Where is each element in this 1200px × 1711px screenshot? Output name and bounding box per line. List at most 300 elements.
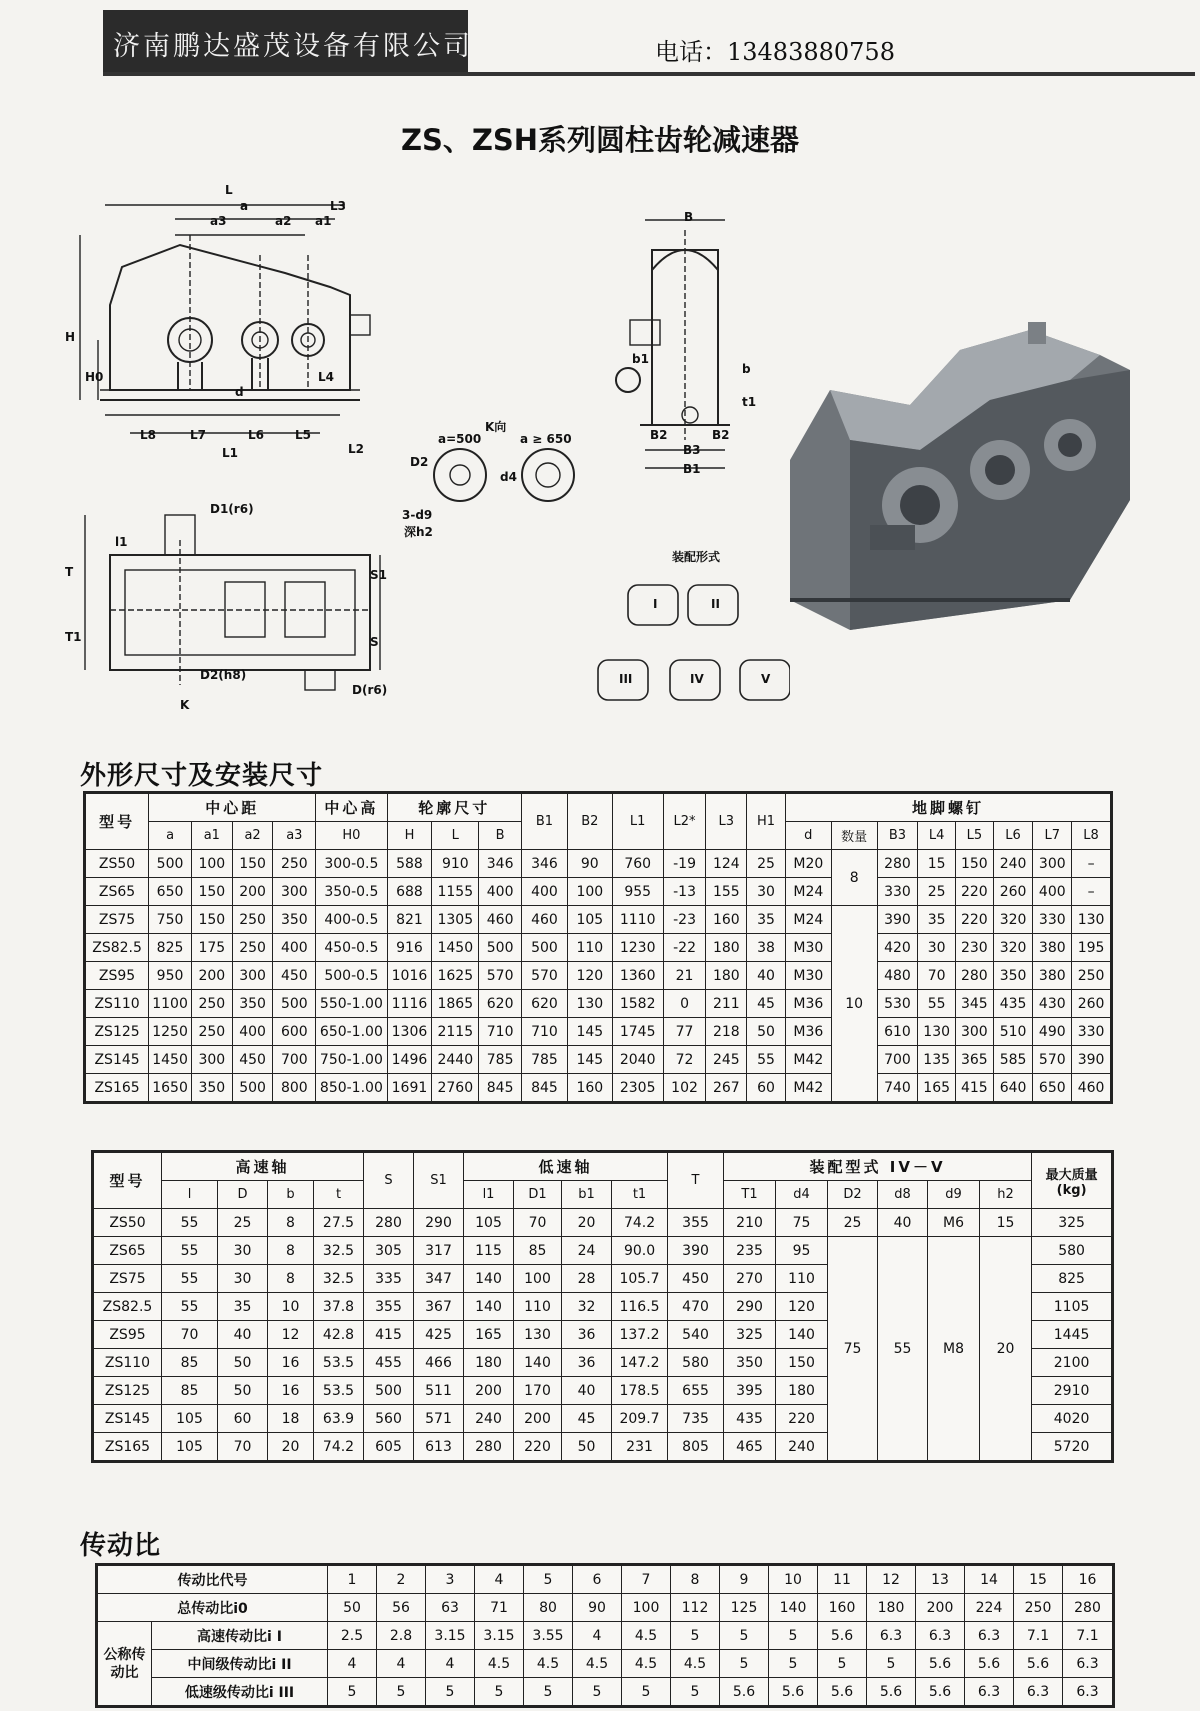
ratio-value-cell: 3.55 xyxy=(524,1622,573,1650)
value-cell: 450-0.5 xyxy=(316,934,387,962)
value-cell: 135 xyxy=(918,1046,956,1074)
value-cell: -19 xyxy=(663,850,706,878)
value-cell: 20 xyxy=(562,1209,612,1237)
value-cell: 16 xyxy=(268,1349,314,1377)
value-cell: 500 xyxy=(479,934,522,962)
value-cell: 110 xyxy=(776,1265,828,1293)
table-row xyxy=(86,1018,1111,1046)
bolt-count-cell: 10 xyxy=(831,906,877,1102)
value-cell: 466 xyxy=(414,1349,464,1377)
value-cell: 2115 xyxy=(432,1018,479,1046)
ratio-value-cell: 200 xyxy=(916,1594,965,1622)
value-cell: 116.5 xyxy=(612,1293,668,1321)
ratio-value-cell: 5 xyxy=(475,1678,524,1706)
value-cell: 36 xyxy=(562,1349,612,1377)
dim-label: a1 xyxy=(315,214,332,228)
value-cell: 250 xyxy=(273,850,316,878)
value-cell: 25 xyxy=(918,878,956,906)
value-cell: 160 xyxy=(567,1074,612,1102)
ratio-value-cell: 56 xyxy=(377,1594,426,1622)
value-cell: M30 xyxy=(785,962,831,990)
value-cell: 640 xyxy=(993,1074,1033,1102)
value-cell: 500-0.5 xyxy=(316,962,387,990)
dim-label: L1 xyxy=(222,446,238,460)
k-view-cond2: a ≥ 650 xyxy=(520,432,572,446)
value-cell: 70 xyxy=(514,1209,562,1237)
value-cell: 1445 xyxy=(1032,1321,1112,1349)
dim-label: L3 xyxy=(330,199,346,213)
value-cell: 77 xyxy=(663,1018,706,1046)
table-row xyxy=(86,1046,1111,1074)
header-cell: d9 xyxy=(928,1181,980,1209)
value-cell: M36 xyxy=(785,990,831,1018)
ratio-value-cell: 3.15 xyxy=(426,1622,475,1650)
value-cell: 1016 xyxy=(387,962,432,990)
ratio-code-cell: 11 xyxy=(818,1566,867,1594)
value-cell: 30 xyxy=(747,878,786,906)
value-cell: 260 xyxy=(993,878,1033,906)
merged-cell: 55 xyxy=(878,1237,928,1461)
ratio-value-cell: 224 xyxy=(965,1594,1014,1622)
header-cell: h2 xyxy=(980,1181,1032,1209)
ratio-value-cell: 125 xyxy=(720,1594,769,1622)
header-cell: 高速轴 xyxy=(162,1153,364,1181)
ratio-code-cell: 9 xyxy=(720,1566,769,1594)
value-cell: 40 xyxy=(878,1209,928,1237)
value-cell: 1155 xyxy=(432,878,479,906)
ratio-value-cell: 5.6 xyxy=(916,1678,965,1706)
value-cell: 105 xyxy=(162,1405,218,1433)
reducer-product-photo xyxy=(770,310,1150,640)
ratio-code-cell: 6 xyxy=(573,1566,622,1594)
value-cell: 218 xyxy=(706,1018,747,1046)
ratio-value-cell: 112 xyxy=(671,1594,720,1622)
value-cell: 825 xyxy=(149,934,192,962)
value-cell: 450 xyxy=(232,1046,273,1074)
ratio-value-cell: 6.3 xyxy=(867,1622,916,1650)
value-cell: 390 xyxy=(668,1237,724,1265)
value-cell: 570 xyxy=(479,962,522,990)
value-cell: 346 xyxy=(479,850,522,878)
ratio-value-cell: 7.1 xyxy=(1014,1622,1063,1650)
table-subheader-row xyxy=(94,1181,1112,1209)
value-cell: 150 xyxy=(191,906,232,934)
value-cell: 750-1.00 xyxy=(316,1046,387,1074)
value-cell: 200 xyxy=(191,962,232,990)
ratio-value-cell: 5.6 xyxy=(818,1678,867,1706)
value-cell: 580 xyxy=(668,1349,724,1377)
header-cell: T xyxy=(668,1153,724,1209)
value-cell: 290 xyxy=(414,1209,464,1237)
value-cell: 650 xyxy=(1033,1074,1072,1102)
section-ratio-title: 传动比 xyxy=(80,1531,162,1561)
value-cell: 16 xyxy=(268,1377,314,1405)
value-cell: 760 xyxy=(612,850,663,878)
value-cell: 655 xyxy=(668,1377,724,1405)
value-cell: 580 xyxy=(1032,1237,1112,1265)
value-cell: 35 xyxy=(918,906,956,934)
ratio-code-cell: 3 xyxy=(426,1566,475,1594)
value-cell: 165 xyxy=(918,1074,956,1102)
value-cell: 1450 xyxy=(432,934,479,962)
table-row xyxy=(94,1209,1112,1237)
value-cell: 200 xyxy=(232,878,273,906)
header-rule xyxy=(103,72,1195,76)
dim-label: S1 xyxy=(370,568,387,582)
model-cell: ZS95 xyxy=(94,1321,162,1349)
header-cell: 中心高 xyxy=(316,794,387,822)
value-cell: 425 xyxy=(414,1321,464,1349)
dim-label: T xyxy=(65,565,74,579)
value-cell: 70 xyxy=(918,962,956,990)
value-cell: 38 xyxy=(747,934,786,962)
model-cell: ZS145 xyxy=(94,1405,162,1433)
ratio-code-cell: 8 xyxy=(671,1566,720,1594)
value-cell: 130 xyxy=(1072,906,1111,934)
header-cell: a2 xyxy=(232,822,273,850)
ratio-value-cell: 4 xyxy=(377,1650,426,1678)
model-cell: ZS75 xyxy=(94,1265,162,1293)
value-cell: 110 xyxy=(514,1293,562,1321)
ratio-value-cell: 7.1 xyxy=(1063,1622,1113,1650)
header-cell: H xyxy=(387,822,432,850)
value-cell: 500 xyxy=(522,934,568,962)
dim-label: L6 xyxy=(248,428,264,442)
value-cell: 805 xyxy=(668,1433,724,1461)
assembly-title: 装配形式 xyxy=(672,550,721,564)
value-cell: 305 xyxy=(364,1237,414,1265)
value-cell: M30 xyxy=(785,934,831,962)
table-row xyxy=(94,1237,1112,1265)
value-cell: 1100 xyxy=(149,990,192,1018)
value-cell: 350 xyxy=(993,962,1033,990)
model-cell: ZS50 xyxy=(86,850,149,878)
header-cell: D xyxy=(218,1181,268,1209)
value-cell: 180 xyxy=(464,1349,514,1377)
value-cell: 500 xyxy=(149,850,192,878)
ratio-value-cell: 71 xyxy=(475,1594,524,1622)
ratio-value-cell: 4 xyxy=(573,1622,622,1650)
model-cell: ZS165 xyxy=(86,1074,149,1102)
model-cell: ZS82.5 xyxy=(94,1293,162,1321)
value-cell: 710 xyxy=(479,1018,522,1046)
value-cell: 165 xyxy=(464,1321,514,1349)
dim-label: a3 xyxy=(210,214,227,228)
ratio-code-cell: 5 xyxy=(524,1566,573,1594)
value-cell: 0 xyxy=(663,990,706,1018)
value-cell: -22 xyxy=(663,934,706,962)
header-cell: L7 xyxy=(1033,822,1072,850)
value-cell: 355 xyxy=(668,1209,724,1237)
value-cell: 35 xyxy=(747,906,786,934)
company-name: 济南鹏达盛茂设备有限公司 xyxy=(113,31,473,62)
k-view-d2: D2 xyxy=(410,455,429,469)
value-cell: 325 xyxy=(1032,1209,1112,1237)
header-cell: l xyxy=(162,1181,218,1209)
value-cell: 350 xyxy=(191,1074,232,1102)
ratio-value-cell: 5 xyxy=(769,1650,818,1678)
value-cell: 550-1.00 xyxy=(316,990,387,1018)
value-cell: 400 xyxy=(1033,878,1072,906)
header-cell: L4 xyxy=(918,822,956,850)
value-cell: 230 xyxy=(956,934,994,962)
value-cell: 335 xyxy=(364,1265,414,1293)
value-cell: 28 xyxy=(562,1265,612,1293)
header-cell: b xyxy=(268,1181,314,1209)
value-cell: 250 xyxy=(191,1018,232,1046)
value-cell: 250 xyxy=(1072,962,1111,990)
value-cell: 470 xyxy=(668,1293,724,1321)
value-cell: 700 xyxy=(877,1046,918,1074)
value-cell: 220 xyxy=(956,878,994,906)
assembly-form-iv: IV xyxy=(690,672,704,686)
value-cell: 530 xyxy=(877,990,918,1018)
value-cell: 700 xyxy=(273,1046,316,1074)
value-cell: – xyxy=(1072,850,1111,878)
value-cell: 330 xyxy=(1072,1018,1111,1046)
assembly-form-iii: III xyxy=(619,672,633,686)
value-cell: 785 xyxy=(522,1046,568,1074)
value-cell: 320 xyxy=(993,934,1033,962)
value-cell: 105.7 xyxy=(612,1265,668,1293)
value-cell: 209.7 xyxy=(612,1405,668,1433)
value-cell: 150 xyxy=(776,1349,828,1377)
assembly-form-v: V xyxy=(761,672,771,686)
value-cell: 90.0 xyxy=(612,1237,668,1265)
value-cell: 560 xyxy=(364,1405,414,1433)
value-cell: 280 xyxy=(464,1433,514,1461)
value-cell: 800 xyxy=(273,1074,316,1102)
value-cell: 74.2 xyxy=(314,1433,364,1461)
value-cell: 220 xyxy=(514,1433,562,1461)
dim-label: l1 xyxy=(115,535,128,549)
value-cell: 72 xyxy=(663,1046,706,1074)
k-view-cond1: a=500 xyxy=(438,432,482,446)
value-cell: 18 xyxy=(268,1405,314,1433)
value-cell: 1360 xyxy=(612,962,663,990)
value-cell: 1250 xyxy=(149,1018,192,1046)
ratio-row xyxy=(98,1594,1113,1622)
dim-label: B2 xyxy=(712,428,730,442)
ratio-value-cell: 5.6 xyxy=(916,1650,965,1678)
ratio-value-cell: 5 xyxy=(720,1622,769,1650)
value-cell: 102 xyxy=(663,1074,706,1102)
table-row xyxy=(86,878,1111,906)
header-cell: S1 xyxy=(414,1153,464,1209)
ratio-code-cell: 7 xyxy=(622,1566,671,1594)
ratio-value-cell: 5 xyxy=(426,1678,475,1706)
value-cell: 450 xyxy=(273,962,316,990)
value-cell: 85 xyxy=(162,1377,218,1405)
value-cell: 145 xyxy=(567,1018,612,1046)
value-cell: 367 xyxy=(414,1293,464,1321)
value-cell: 231 xyxy=(612,1433,668,1461)
value-cell: 346 xyxy=(522,850,568,878)
model-cell: ZS110 xyxy=(94,1349,162,1377)
dim-label: a xyxy=(240,199,249,213)
value-cell: 845 xyxy=(479,1074,522,1102)
assembly-form-ii: II xyxy=(711,597,720,611)
value-cell: 300 xyxy=(956,1018,994,1046)
dim-label: L2 xyxy=(348,442,364,456)
value-cell: 137.2 xyxy=(612,1321,668,1349)
value-cell: 245 xyxy=(706,1046,747,1074)
value-cell: 75 xyxy=(776,1209,828,1237)
value-cell: 1230 xyxy=(612,934,663,962)
dim-label: D(r6) xyxy=(352,683,388,697)
value-cell: 1745 xyxy=(612,1018,663,1046)
value-cell: 330 xyxy=(877,878,918,906)
ratio-value-cell: 5 xyxy=(867,1650,916,1678)
value-cell: 8 xyxy=(268,1265,314,1293)
value-cell: 120 xyxy=(776,1293,828,1321)
ratio-value-cell: 5 xyxy=(573,1678,622,1706)
value-cell: 1650 xyxy=(149,1074,192,1102)
dim-label: L7 xyxy=(190,428,206,442)
ratio-row-label: 中间级传动比i II xyxy=(152,1650,328,1678)
value-cell: 45 xyxy=(562,1405,612,1433)
value-cell: M24 xyxy=(785,878,831,906)
value-cell: 105 xyxy=(162,1433,218,1461)
dim-label: b xyxy=(742,362,751,376)
value-cell: 4020 xyxy=(1032,1405,1112,1433)
value-cell: 200 xyxy=(514,1405,562,1433)
value-cell: 2440 xyxy=(432,1046,479,1074)
ratio-row xyxy=(98,1650,1113,1678)
table-row xyxy=(86,906,1111,934)
value-cell: 570 xyxy=(522,962,568,990)
ratio-value-cell: 5.6 xyxy=(720,1678,769,1706)
ratio-value-cell: 3.15 xyxy=(475,1622,524,1650)
ratio-value-cell: 5.6 xyxy=(1014,1650,1063,1678)
value-cell: 30 xyxy=(918,934,956,962)
value-cell: 180 xyxy=(706,934,747,962)
value-cell: 500 xyxy=(273,990,316,1018)
header-cell: H0 xyxy=(316,822,387,850)
value-cell: 50 xyxy=(218,1349,268,1377)
header-cell: B xyxy=(479,822,522,850)
dim-label: L8 xyxy=(140,428,156,442)
ratio-row-label: 总传动比i0 xyxy=(98,1594,328,1622)
header-cell: a xyxy=(149,822,192,850)
header-cell: 地脚螺钉 xyxy=(785,794,1110,822)
header-cell: L3 xyxy=(706,794,747,850)
value-cell: 350 xyxy=(724,1349,776,1377)
header-cell: 数量 xyxy=(831,822,877,850)
value-cell: 45 xyxy=(747,990,786,1018)
dim-label: B xyxy=(684,210,694,224)
table-row xyxy=(86,934,1111,962)
value-cell: M36 xyxy=(785,1018,831,1046)
dim-label: B3 xyxy=(683,443,701,457)
value-cell: 60 xyxy=(218,1405,268,1433)
value-cell: 25 xyxy=(218,1209,268,1237)
header-cell: L8 xyxy=(1072,822,1111,850)
value-cell: 250 xyxy=(232,934,273,962)
ratio-value-cell: 4.5 xyxy=(671,1650,720,1678)
shaft-table-body xyxy=(94,1153,1112,1461)
value-cell: 1306 xyxy=(387,1018,432,1046)
value-cell: 155 xyxy=(706,878,747,906)
ratio-value-cell: 160 xyxy=(818,1594,867,1622)
ratio-value-cell: 140 xyxy=(769,1594,818,1622)
model-cell: ZS145 xyxy=(86,1046,149,1074)
header-cell: l1 xyxy=(464,1181,514,1209)
value-cell: 35 xyxy=(218,1293,268,1321)
value-cell: 355 xyxy=(364,1293,414,1321)
value-cell: M20 xyxy=(785,850,831,878)
value-cell: 710 xyxy=(522,1018,568,1046)
value-cell: 250 xyxy=(232,906,273,934)
ratio-row xyxy=(98,1622,1113,1650)
value-cell: 650-1.00 xyxy=(316,1018,387,1046)
value-cell: 37.8 xyxy=(314,1293,364,1321)
value-cell: 120 xyxy=(567,962,612,990)
ratio-value-cell: 6.3 xyxy=(1014,1678,1063,1706)
value-cell: 20 xyxy=(268,1433,314,1461)
value-cell: M42 xyxy=(785,1074,831,1102)
value-cell: 115 xyxy=(464,1237,514,1265)
value-cell: 15 xyxy=(980,1209,1032,1237)
model-cell: ZS50 xyxy=(94,1209,162,1237)
value-cell: 540 xyxy=(668,1321,724,1349)
value-cell: 55 xyxy=(162,1293,218,1321)
value-cell: 85 xyxy=(162,1349,218,1377)
ratio-code-row xyxy=(98,1566,1113,1594)
dim-label: H xyxy=(65,330,76,344)
ratio-value-cell: 5 xyxy=(671,1622,720,1650)
dim-label: B1 xyxy=(683,462,701,476)
header-cell: d xyxy=(785,822,831,850)
value-cell: 211 xyxy=(706,990,747,1018)
value-cell: 325 xyxy=(724,1321,776,1349)
header-cell: L1 xyxy=(612,794,663,850)
dimensions-table xyxy=(85,793,1111,1102)
value-cell: 150 xyxy=(191,878,232,906)
table-row xyxy=(86,962,1111,990)
value-cell: 235 xyxy=(724,1237,776,1265)
value-cell: 90 xyxy=(567,850,612,878)
value-cell: 140 xyxy=(464,1265,514,1293)
value-cell: 460 xyxy=(1072,1074,1111,1102)
ratio-code-cell: 15 xyxy=(1014,1566,1063,1594)
value-cell: 50 xyxy=(562,1433,612,1461)
value-cell: 1116 xyxy=(387,990,432,1018)
value-cell: 785 xyxy=(479,1046,522,1074)
value-cell: 27.5 xyxy=(314,1209,364,1237)
side-elevation-drawing xyxy=(60,195,380,460)
assembly-forms-drawing xyxy=(590,575,790,725)
value-cell: 365 xyxy=(956,1046,994,1074)
ratio-value-cell: 6.3 xyxy=(965,1678,1014,1706)
value-cell: 55 xyxy=(918,990,956,1018)
value-cell: 40 xyxy=(747,962,786,990)
ratio-value-cell: 2.5 xyxy=(328,1622,377,1650)
value-cell: 1305 xyxy=(432,906,479,934)
value-cell: 821 xyxy=(387,906,432,934)
value-cell: 300 xyxy=(1033,850,1072,878)
value-cell: 24 xyxy=(562,1237,612,1265)
value-cell: 400 xyxy=(479,878,522,906)
value-cell: 100 xyxy=(514,1265,562,1293)
value-cell: M42 xyxy=(785,1046,831,1074)
bolt-count-cell: 8 xyxy=(831,850,877,906)
ratio-code-cell: 13 xyxy=(916,1566,965,1594)
header-cell: d8 xyxy=(878,1181,928,1209)
ratio-value-cell: 80 xyxy=(524,1594,573,1622)
ratio-value-cell: 280 xyxy=(1063,1594,1113,1622)
value-cell: 510 xyxy=(993,1018,1033,1046)
